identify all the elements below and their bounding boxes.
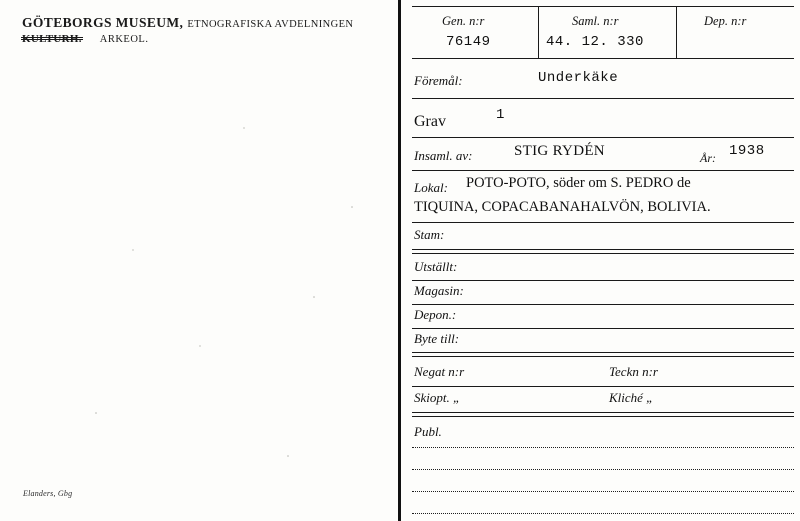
utstallt-label: Utställt:: [414, 259, 458, 274]
rule-depon: [412, 328, 794, 329]
museum-heading: [22, 14, 353, 32]
rule-skiopt-2: [412, 416, 794, 417]
depon-label: Depon.:: [414, 307, 457, 322]
insaml-av-label: Insaml. av:: [414, 148, 473, 163]
publ-dotted-line-1: [412, 447, 794, 448]
byte-till-label: Byte till:: [414, 331, 460, 346]
museum-name: GÖTEBORGS MUSEUM,: [22, 15, 184, 30]
publ-dotted-line-2: [412, 469, 794, 470]
foremal-label: Föremål:: [414, 73, 463, 88]
saml-nr-value: 44. 12. 330: [546, 34, 644, 50]
stam-label: Stam:: [414, 227, 445, 242]
lokal-label: Lokal:: [414, 180, 448, 195]
sub-department: ARKEOL.: [99, 34, 149, 45]
lokal-value-line1: POTO-POTO, söder om S. PEDRO de: [466, 175, 691, 191]
foremal-value: Underkäke: [538, 70, 619, 86]
paper-speck: [313, 296, 315, 298]
rule-header-top: [412, 6, 794, 7]
rule-byte-till: [412, 352, 794, 353]
paper-speck: [199, 345, 201, 347]
rule-stam-2: [412, 253, 794, 254]
struck-word: KULTURH.: [22, 33, 82, 45]
rule-stam: [412, 249, 794, 250]
paper-speck: [287, 455, 289, 457]
paper-speck: [351, 206, 353, 208]
grav-label: Grav: [414, 113, 446, 130]
left-panel: [0, 0, 398, 521]
museum-subheading: [22, 33, 148, 45]
paper-speck: [95, 412, 97, 414]
ar-label: År:: [700, 151, 716, 165]
rule-byte-till-2: [412, 356, 794, 357]
paper-speck: [132, 249, 134, 251]
card-edge-divider: [398, 0, 401, 521]
insaml-av-value: STIG RYDÉN: [514, 143, 605, 159]
rule-magasin: [412, 304, 794, 305]
paper-speck: [243, 127, 245, 129]
grav-value: 1: [496, 107, 505, 123]
publ-label: Publ.: [414, 424, 442, 439]
rule-header-bottom: [412, 58, 794, 59]
saml-nr-label: Saml. n:r: [572, 14, 619, 28]
skiopt-label: Skiopt. „: [414, 390, 461, 405]
gen-nr-label: Gen. n:r: [442, 14, 485, 28]
rule-utstallt: [412, 280, 794, 281]
rule-skiopt: [412, 412, 794, 413]
museum-department: ETNOGRAFISKA AVDELNINGEN: [187, 19, 354, 30]
rule-lokal: [412, 222, 794, 223]
rule-header-col2: [676, 6, 677, 58]
dep-nr-label: Dep. n:r: [704, 14, 747, 28]
printer-mark: Elanders, Gbg: [23, 489, 73, 498]
gen-nr-value: 76149: [446, 34, 491, 50]
card-form: [404, 0, 800, 521]
rule-insaml: [412, 170, 794, 171]
negat-nr-label: Negat n:r: [414, 364, 465, 379]
publ-dotted-line-3: [412, 491, 794, 492]
kliche-label: Kliché „: [609, 390, 654, 405]
publ-dotted-line-4: [412, 513, 794, 514]
rule-grav: [412, 137, 794, 138]
ar-value: 1938: [729, 143, 765, 159]
rule-negat: [412, 386, 794, 387]
lokal-value-line2: TIQUINA, COPACABANAHALVÖN, BOLIVIA.: [414, 199, 711, 215]
rule-foremal: [412, 98, 794, 99]
rule-header-col1: [538, 6, 539, 58]
magasin-label: Magasin:: [414, 283, 464, 298]
teckn-nr-label: Teckn n:r: [609, 364, 658, 379]
